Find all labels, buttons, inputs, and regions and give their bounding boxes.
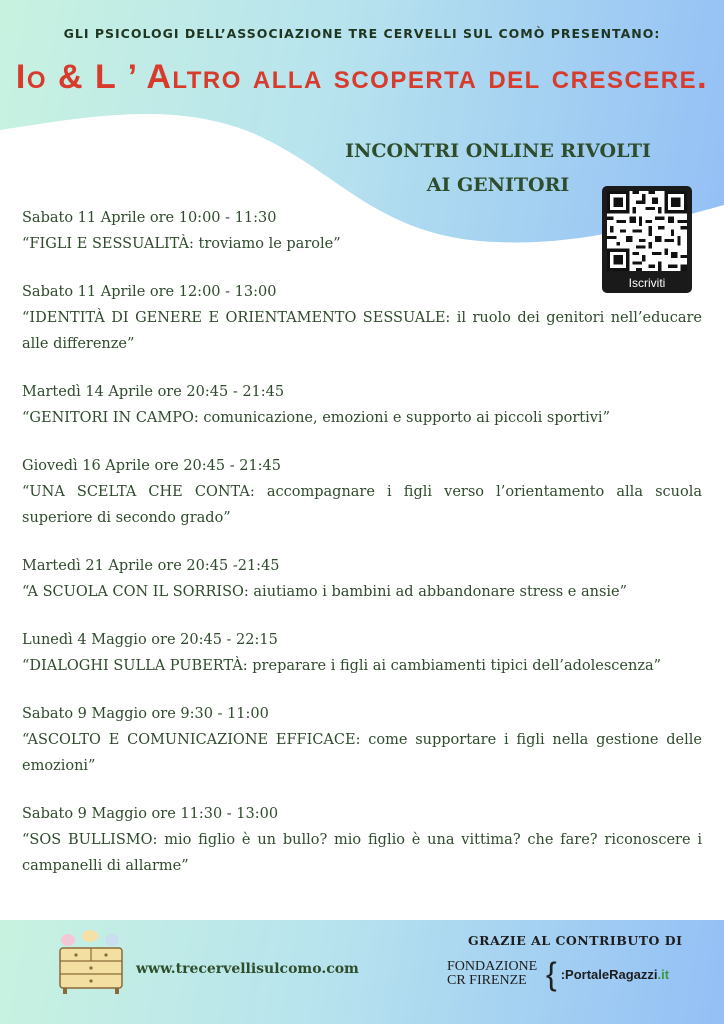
subtitle-line-2: AI GENITORI [426,174,570,196]
qr-label: Iscriviti [628,276,666,290]
event-item [22,627,702,679]
page-title: Io & L ’ Altro alla scoperta del crescere. [15,58,709,96]
events-list [22,205,702,901]
portale-name: :PortaleRagazzi [560,966,658,982]
event-date: Sabato 11 Aprile ore 10:00 - 11:30 [22,210,277,226]
fondazione-line-1: FONDAZIONE [447,959,538,974]
event-item [22,701,702,779]
event-description: “ASCOLTO E COMUNICAZIONE EFFICACE: come supportare i figli nella gestione delle emozioni” [22,732,702,774]
subtitle-line-1: INCONTRI ONLINE RIVOLTI [345,140,651,162]
dresser-logo-icon [54,926,128,996]
event-description: “IDENTITÀ DI GENERE E ORIENTAMENTO SESSUALE: il ruolo dei genitori nell’educare alle differenze” [22,310,702,352]
website-link[interactable]: www.trecervellisulcomo.com [136,961,359,977]
fondazione-line-2: CR FIRENZE [447,973,527,988]
event-date: Martedì 14 Aprile ore 20:45 - 21:45 [22,384,285,400]
event-date: Sabato 11 Aprile ore 12:00 - 13:00 [22,284,277,300]
event-item [22,453,702,531]
event-description: “A SCUOLA CON IL SORRISO: aiutiamo i bambini ad abbandonare stress e ansie” [22,584,628,600]
event-item [22,553,702,605]
event-description: “GENITORI IN CAMPO: comunicazione, emozioni e supporto ai piccoli sportivi” [22,410,610,426]
portale-ragazzi-logo [546,955,669,993]
event-date: Sabato 9 Maggio ore 9:30 - 11:00 [22,706,269,722]
event-date: Martedì 21 Aprile ore 20:45 -21:45 [22,558,280,574]
event-date: Giovedì 16 Aprile ore 20:45 - 21:45 [22,458,282,474]
sponsor-heading: GRAZIE AL CONTRIBUTO DI [468,933,683,948]
event-description: “SOS BULLISMO: mio figlio è un bullo? mio figlio è una vittima? che fare? riconoscere i campanelli di allarme” [22,832,702,874]
event-date: Sabato 9 Maggio ore 11:30 - 13:00 [22,806,279,822]
event-date: Lunedì 4 Maggio ore 20:45 - 22:15 [22,632,278,648]
portale-tld: .it [657,966,670,982]
fondazione-logo [447,960,537,988]
event-item [22,801,702,879]
event-description: “DIALOGHI SULLA PUBERTÀ: preparare i figli ai cambiamenti tipici dell’adolescenza” [22,658,662,674]
brace-icon: { [546,955,557,992]
presenter-line: GLI PSICOLOGI DELL’ASSOCIAZIONE TRE CERVELLI SUL COMÒ PRESENTANO: [63,26,661,41]
event-item [22,205,702,257]
event-description: “UNA SCELTA CHE CONTA: accompagnare i figli verso l’orientamento alla scuola superiore di secondo grado” [22,484,702,526]
event-item [22,279,702,357]
event-description: “FIGLI E SESSUALITÀ: troviamo le parole” [22,236,341,252]
event-item [22,379,702,431]
